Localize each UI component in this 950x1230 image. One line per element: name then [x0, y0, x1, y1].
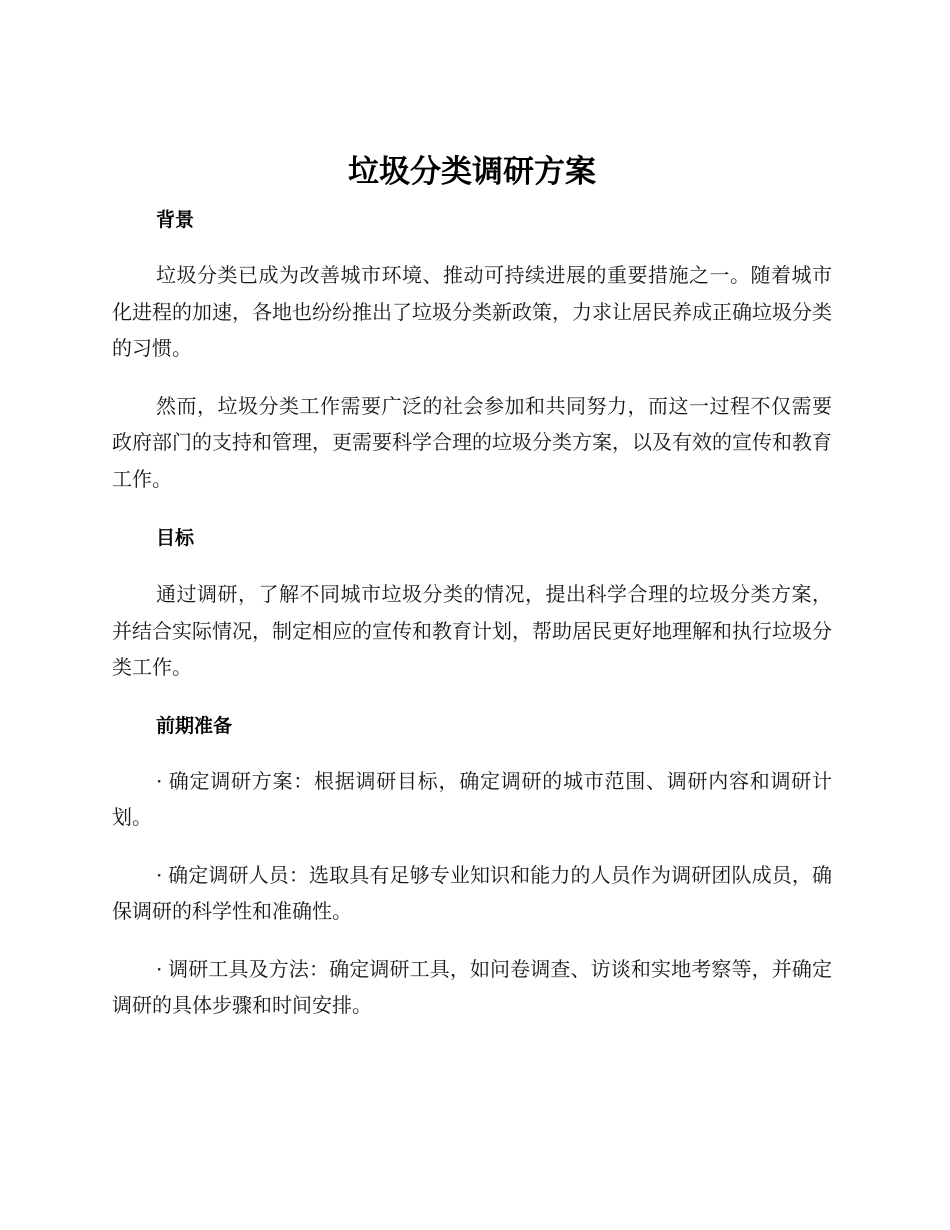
preparation-bullet-1: 确定调研方案：根据调研目标，确定调研的城市范围、调研内容和调研计划。 [112, 768, 832, 829]
document-title: 垃圾分类调研方案 [348, 154, 596, 190]
list-item [112, 857, 832, 930]
goal-paragraph-1: 通过调研，了解不同城市垃圾分类的情况，提出科学合理的垃圾分类方案，并结合实际情况，制定相应的宣传和教育计划，帮助居民更好地理解和执行垃圾分类工作。 [112, 582, 832, 679]
list-item [112, 763, 832, 836]
bullet-dot: · [156, 956, 163, 981]
background-paragraph-2: 然而，垃圾分类工作需要广泛的社会参加和共同努力，而这一过程不仅需要政府部门的支持和管理，更需要科学合理的垃圾分类方案，以及有效的宣传和教育工作。 [112, 393, 832, 491]
section-heading-goal: 目标 [156, 527, 195, 549]
preparation-bullet-3: 调研工具及方法：确定调研工具，如问卷调查、访谈和实地考察等，并确定调研的具体步骤和时间安排。 [112, 956, 832, 1017]
section-heading-preparation: 前期准备 [156, 714, 233, 737]
preparation-bullet-2: 确定调研人员：选取具有足够专业知识和能力的人员作为调研团队成员，确保调研的科学性和准确性。 [112, 862, 832, 923]
list-item [112, 951, 832, 1024]
background-paragraph-1: 垃圾分类已成为改善城市环境、推动可持续进展的重要措施之一。随着城市化进程的加速，各地也纷纷推出了垃圾分类新政策，力求让居民养成正确垃圾分类的习惯。 [112, 263, 832, 360]
document-page [112, 148, 832, 1024]
section-heading-background: 背景 [156, 209, 195, 231]
bullet-dot: · [156, 768, 163, 793]
bullet-dot: · [156, 862, 163, 887]
